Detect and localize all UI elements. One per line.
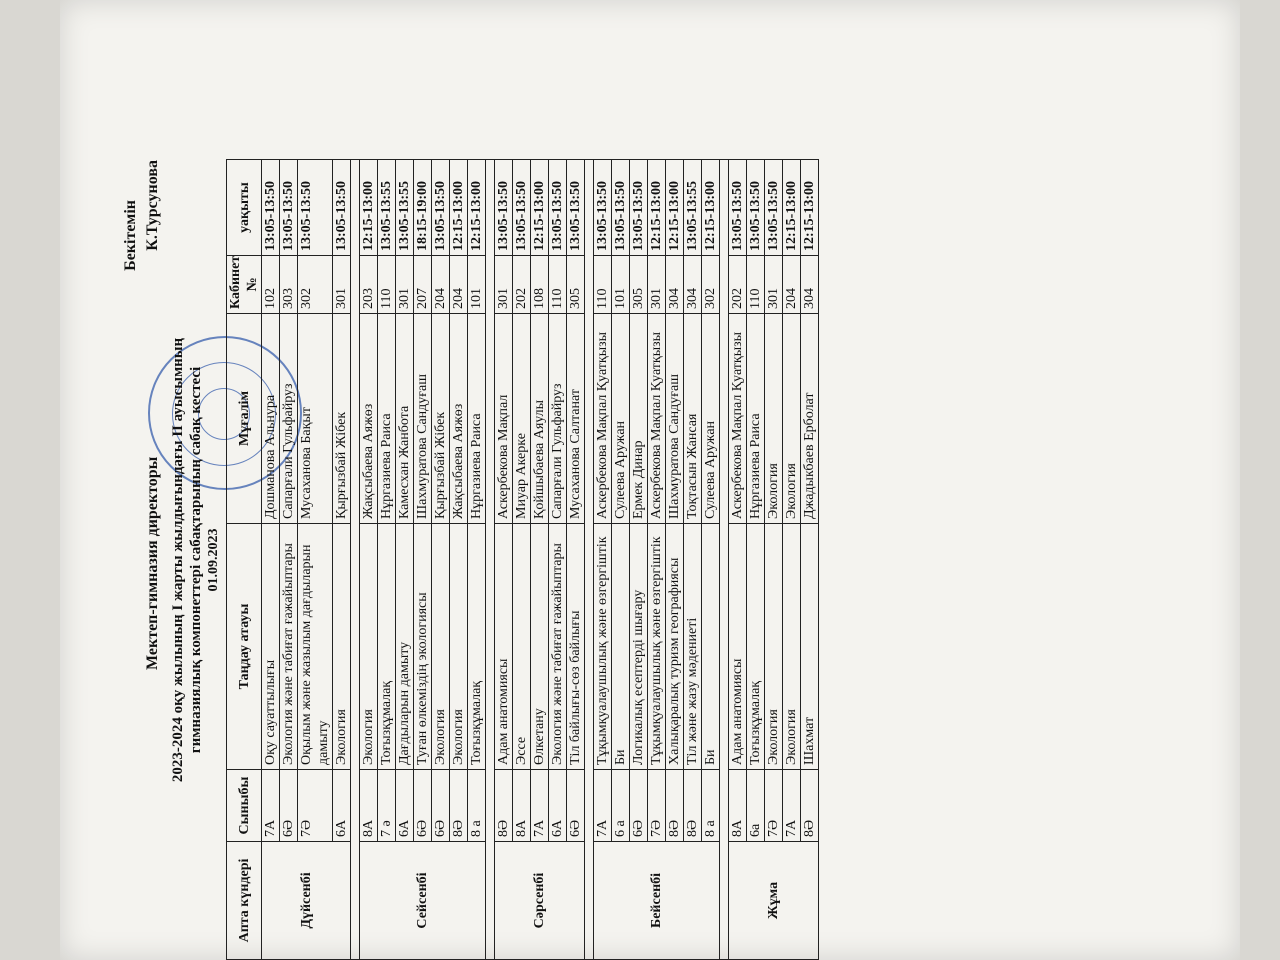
time-cell: 13:05-13:50: [513, 160, 531, 256]
class-cell: 6а: [747, 770, 765, 842]
day-cell: Сәрсенбі: [495, 842, 585, 960]
class-cell: 8А: [729, 770, 747, 842]
room-cell: 202: [729, 256, 747, 314]
subject-cell: Экология және табиғат ғажайыптары: [280, 524, 298, 770]
room-cell: 302: [298, 256, 333, 314]
subject-cell: Экология: [765, 524, 783, 770]
teacher-cell: Нұргазиева Раиса: [747, 314, 765, 524]
header-time: уақыты: [227, 160, 262, 256]
class-cell: 6Ә: [280, 770, 298, 842]
day-cell: Сейсенбі: [360, 842, 486, 960]
table-row: [396, 160, 414, 960]
table-row: [630, 160, 648, 960]
teacher-cell: Мусаханова Салтанат: [567, 314, 585, 524]
class-cell: 8Ә: [666, 770, 684, 842]
room-cell: 301: [333, 256, 351, 314]
table-row: [594, 160, 612, 960]
day-cell: Дүйсенбі: [262, 842, 351, 960]
room-cell: 204: [783, 256, 801, 314]
table-row: [684, 160, 702, 960]
table-row: [450, 160, 468, 960]
teacher-cell: Қырғызбай Жібек: [432, 314, 450, 524]
time-cell: 13:05-13:50: [280, 160, 298, 256]
table-row: [414, 160, 432, 960]
subject-cell: Адам анатомиясы: [495, 524, 513, 770]
time-cell: 13:05-13:50: [333, 160, 351, 256]
teacher-cell: Аскербекова Мақпал: [495, 314, 513, 524]
time-cell: 13:05-13:50: [549, 160, 567, 256]
room-cell: 302: [702, 256, 720, 314]
class-cell: 7А: [262, 770, 280, 842]
subject-cell: Тоғызқұмалақ: [747, 524, 765, 770]
class-cell: 6А: [549, 770, 567, 842]
subject-cell: Шахмат: [801, 524, 819, 770]
class-cell: 8А: [513, 770, 531, 842]
table-row: [333, 160, 351, 960]
teacher-cell: Тоқтасын Жансая: [684, 314, 702, 524]
teacher-cell: Дошманова Альнура: [262, 314, 280, 524]
time-cell: 13:05-13:55: [378, 160, 396, 256]
time-cell: 13:05-13:50: [612, 160, 630, 256]
table-row: [765, 160, 783, 960]
time-cell: 13:05-13:50: [298, 160, 333, 256]
time-cell: 13:05-13:50: [262, 160, 280, 256]
subject-cell: Оқылым және жазылым дағдыларын дамыту: [298, 524, 333, 770]
subject-cell: Би: [702, 524, 720, 770]
table-row: [298, 160, 333, 960]
time-cell: 18:15-19:00: [414, 160, 432, 256]
table-row: [783, 160, 801, 960]
class-cell: 7Ә: [648, 770, 666, 842]
room-cell: 304: [684, 256, 702, 314]
class-cell: 7 ә: [378, 770, 396, 842]
room-cell: 110: [549, 256, 567, 314]
table-row: [801, 160, 819, 960]
class-cell: 8 а: [702, 770, 720, 842]
subject-cell: Экология: [450, 524, 468, 770]
document-title-line2: гимназиялық компонеттері сабақтарының сабақ кестесі: [188, 366, 204, 754]
subject-cell: Экология: [783, 524, 801, 770]
teacher-cell: Сапарғали Гульфайруз: [280, 314, 298, 524]
document-content: [122, 160, 1260, 960]
subject-cell: Тоғызқұмалақ: [378, 524, 396, 770]
table-row: [360, 160, 378, 960]
subject-cell: Оқу сауаттылығы: [262, 524, 280, 770]
time-cell: 13:05-13:50: [432, 160, 450, 256]
class-cell: 7Ә: [298, 770, 333, 842]
time-cell: 12:15-13:00: [450, 160, 468, 256]
subject-cell: Экология: [333, 524, 351, 770]
table-row: [280, 160, 298, 960]
subject-cell: Экология және табиғат ғажайыптары: [549, 524, 567, 770]
teacher-cell: Жақсыбаева Аяжөз: [360, 314, 378, 524]
class-cell: 6 а: [612, 770, 630, 842]
teacher-cell: Шахмуратова Сандуғаш: [414, 314, 432, 524]
day-separator: [585, 160, 594, 960]
time-cell: 12:15-13:00: [801, 160, 819, 256]
teacher-cell: Қырғызбай Жібек: [333, 314, 351, 524]
subject-cell: Тіл байлығы-сөз байлығы: [567, 524, 585, 770]
room-cell: 110: [594, 256, 612, 314]
time-cell: 12:15-13:00: [468, 160, 486, 256]
table-row: [262, 160, 280, 960]
table-row: [567, 160, 585, 960]
time-cell: 13:05-13:55: [684, 160, 702, 256]
time-cell: 13:05-13:50: [747, 160, 765, 256]
time-cell: 13:05-13:55: [396, 160, 414, 256]
table-row: [729, 160, 747, 960]
time-cell: 13:05-13:50: [729, 160, 747, 256]
subject-cell: Тоғызқұмалақ: [468, 524, 486, 770]
table-row: [495, 160, 513, 960]
table-row: [549, 160, 567, 960]
header-subject: Таңдау атауы: [227, 524, 262, 770]
room-cell: 301: [495, 256, 513, 314]
teacher-cell: Сулеева Аружан: [702, 314, 720, 524]
day-separator: [351, 160, 360, 960]
table-row: [648, 160, 666, 960]
teacher-cell: Камесхан Жанбота: [396, 314, 414, 524]
room-cell: 301: [648, 256, 666, 314]
time-cell: 12:15-13:00: [360, 160, 378, 256]
class-cell: 6Ә: [567, 770, 585, 842]
header-room: Кабинет №: [227, 256, 262, 314]
class-cell: 6А: [333, 770, 351, 842]
subject-cell: Экология: [432, 524, 450, 770]
table-row: [702, 160, 720, 960]
room-cell: 304: [801, 256, 819, 314]
room-cell: 203: [360, 256, 378, 314]
teacher-cell: Сапарғали Гульфайруз: [549, 314, 567, 524]
teacher-cell: Нұргазиева Раиса: [378, 314, 396, 524]
time-cell: 12:15-13:00: [783, 160, 801, 256]
table-row: [468, 160, 486, 960]
subject-cell: Адам анатомиясы: [729, 524, 747, 770]
time-cell: 13:05-13:50: [630, 160, 648, 256]
time-cell: 12:15-13:00: [666, 160, 684, 256]
room-cell: 301: [765, 256, 783, 314]
table-row: [378, 160, 396, 960]
time-cell: 12:15-13:00: [702, 160, 720, 256]
class-cell: 7А: [783, 770, 801, 842]
table-row: [666, 160, 684, 960]
teacher-cell: Экология: [765, 314, 783, 524]
table-row: [531, 160, 549, 960]
class-cell: 7А: [594, 770, 612, 842]
table-header-row: [227, 160, 262, 960]
day-separator: [486, 160, 495, 960]
table-row: [513, 160, 531, 960]
subject-cell: Логикалық есептерді шығару: [630, 524, 648, 770]
subject-cell: Би: [612, 524, 630, 770]
subject-cell: Экология: [360, 524, 378, 770]
room-cell: 102: [262, 256, 280, 314]
class-cell: 7Ә: [765, 770, 783, 842]
director-name: К.Турсунова: [144, 160, 161, 251]
table-row: [747, 160, 765, 960]
room-cell: 204: [432, 256, 450, 314]
class-cell: 8Ә: [450, 770, 468, 842]
room-cell: 202: [513, 256, 531, 314]
room-cell: 108: [531, 256, 549, 314]
subject-cell: Туған өлкеміздің экологиясы: [414, 524, 432, 770]
room-cell: 305: [630, 256, 648, 314]
subject-cell: Дағдыларын дамыту: [396, 524, 414, 770]
document-date: 01.09.2023: [206, 528, 221, 592]
time-cell: 13:05-13:50: [495, 160, 513, 256]
room-cell: 110: [378, 256, 396, 314]
class-cell: 6Ә: [630, 770, 648, 842]
teacher-cell: Қойшыбаева Аяулы: [531, 314, 549, 524]
subject-cell: Өлкетану: [531, 524, 549, 770]
table-row: [612, 160, 630, 960]
teacher-cell: Шахмуратова Сандуғаш: [666, 314, 684, 524]
director-line: [144, 160, 164, 960]
day-cell: Жұма: [729, 842, 819, 960]
room-cell: 204: [450, 256, 468, 314]
teacher-cell: Аскербекова Мақпал Қуатқызы: [648, 314, 666, 524]
time-cell: 12:15-13:00: [648, 160, 666, 256]
class-cell: 8Ә: [801, 770, 819, 842]
teacher-cell: Жақсыбаева Аяжөз: [450, 314, 468, 524]
room-cell: 304: [666, 256, 684, 314]
class-cell: 6А: [396, 770, 414, 842]
room-cell: 207: [414, 256, 432, 314]
class-cell: 8Ә: [684, 770, 702, 842]
subject-cell: Эссе: [513, 524, 531, 770]
teacher-cell: Экология: [783, 314, 801, 524]
class-cell: 6Ә: [414, 770, 432, 842]
time-cell: 13:05-13:50: [567, 160, 585, 256]
header-class: Сыныбы: [227, 770, 262, 842]
subject-cell: Тұқымқуалаушылық және өзгергіштік: [594, 524, 612, 770]
day-separator: [720, 160, 729, 960]
table-row: [432, 160, 450, 960]
teacher-cell: Миуар Акерке: [513, 314, 531, 524]
class-cell: 8 а: [468, 770, 486, 842]
room-cell: 305: [567, 256, 585, 314]
time-cell: 13:05-13:50: [594, 160, 612, 256]
teacher-cell: Аскербекова Мақпал Қуатқызы: [594, 314, 612, 524]
header-teacher: Мұғалім: [227, 314, 262, 524]
room-cell: 101: [612, 256, 630, 314]
teacher-cell: Нұргазиева Раиса: [468, 314, 486, 524]
room-cell: 303: [280, 256, 298, 314]
time-cell: 13:05-13:50: [765, 160, 783, 256]
class-cell: 8А: [360, 770, 378, 842]
teacher-cell: Аскербекова Мақпал Қуатқызы: [729, 314, 747, 524]
director-title: Мектеп-гимназия директоры: [144, 456, 161, 670]
room-cell: 110: [747, 256, 765, 314]
class-cell: 7А: [531, 770, 549, 842]
subject-cell: Тіл және жазу мәдениеті: [684, 524, 702, 770]
schedule-table: [226, 159, 819, 960]
approve-label: Бекітемін: [122, 200, 139, 271]
header-day: Апта күндері: [227, 842, 262, 960]
teacher-cell: Мусаханова Бақыт: [298, 314, 333, 524]
document-title-line1: 2023-2024 оқу жылының I жарты жылдығындағы ІІ ауысымның: [170, 337, 186, 783]
class-cell: 6Ә: [432, 770, 450, 842]
time-cell: 12:15-13:00: [531, 160, 549, 256]
room-cell: 101: [468, 256, 486, 314]
teacher-cell: Ермек Динар: [630, 314, 648, 524]
teacher-cell: Джадыкбаев Ерболат: [801, 314, 819, 524]
day-cell: Бейсенбі: [594, 842, 720, 960]
room-cell: 301: [396, 256, 414, 314]
teacher-cell: Сулеева Аружан: [612, 314, 630, 524]
class-cell: 8Ә: [495, 770, 513, 842]
subject-cell: Халықаралық туризм географиясы: [666, 524, 684, 770]
subject-cell: Тұқымқуалаушылық және өзгергіштік: [648, 524, 666, 770]
